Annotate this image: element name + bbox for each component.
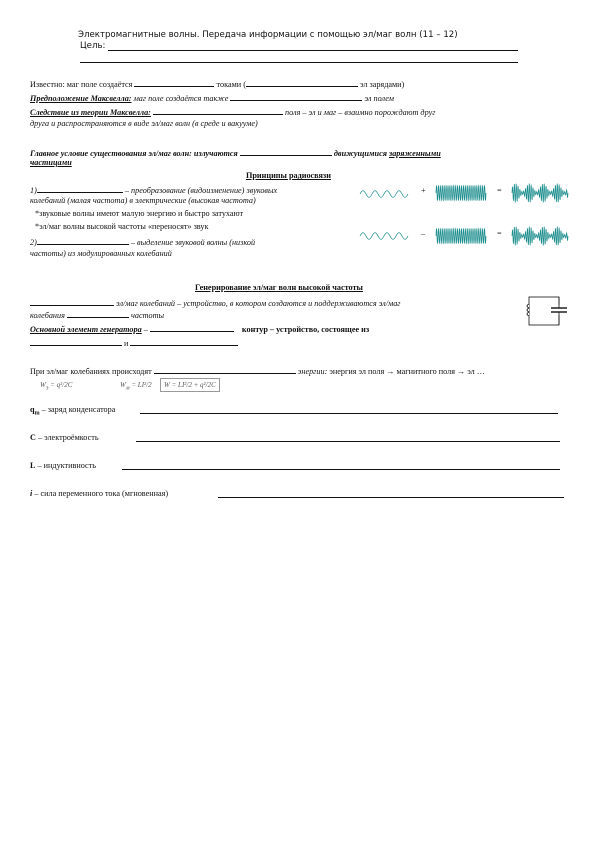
equals-sign: = — [497, 229, 502, 238]
blank-field[interactable] — [134, 78, 214, 87]
blank-field[interactable] — [246, 78, 358, 87]
radio-item-1: 1) – преобразование (видоизменение) звуковых — [30, 186, 278, 195]
def-charge: $q_m$ – заряд конденсатора — [30, 405, 116, 417]
formula-electric-energy: $W_э = q^2/2C$ — [40, 381, 73, 392]
goal-label: Цель: — [80, 41, 106, 51]
formula-total-energy: W = LI²/2 + q²/2C — [160, 378, 220, 392]
def-current-line[interactable] — [218, 497, 564, 498]
def-inductance-line[interactable] — [122, 469, 560, 470]
blank-field[interactable] — [154, 365, 296, 374]
def-charge-line[interactable] — [140, 413, 558, 414]
radio-bullet-2: *эл/маг волны высокой частоты «переносят» звук — [35, 222, 209, 231]
main-condition-cont: частицами — [30, 158, 72, 167]
maxwell-known: Известно: маг поле создаётся токами ( эл зарядами) — [30, 80, 405, 89]
wave-line — [436, 228, 486, 243]
wave-line — [512, 184, 568, 203]
generator-element: Основной элемент генератора – контур – устройство, состоящее из — [30, 325, 370, 334]
radio-item-2: 2) – выделение звуковой волны (низкой — [30, 238, 256, 247]
blank-field[interactable] — [30, 297, 114, 306]
generator-definition: эл/маг колебаний – устройство, в котором создаются и поддерживаются эл/маг — [30, 297, 520, 309]
sound-wave-icon — [360, 229, 408, 243]
formula-magnetic-energy: $W_м = LI^2/2$ — [120, 381, 152, 392]
blank-field[interactable] — [240, 147, 332, 156]
radio-item-2-cont: частоты) из модулированных колебаний — [30, 249, 172, 258]
modulated-wave-icon — [512, 225, 568, 247]
equals-sign: = — [497, 186, 502, 195]
lc-circuit-icon — [527, 294, 571, 328]
plus-sign: + — [421, 186, 426, 195]
blank-field[interactable] — [150, 323, 234, 332]
maxwell-consequence: Следствие из теории Максвелла: поля – эл и маг – взаимно порождают друг — [30, 108, 436, 117]
generator-element-cont: и — [30, 337, 238, 349]
blank-field[interactable] — [30, 337, 122, 346]
generator-heading: Генерирование эл/маг волн высокой частоты — [195, 283, 363, 292]
def-capacitance: C – электроёмкость — [30, 433, 99, 442]
radio-heading: Принципы радиосвязи — [246, 171, 331, 180]
blank-field[interactable] — [67, 309, 129, 318]
def-capacitance-line[interactable] — [136, 441, 560, 442]
wave-line — [360, 191, 408, 198]
sound-wave-icon — [360, 187, 408, 201]
modulated-wave-icon — [512, 182, 568, 204]
def-current: i – сила переменного тока (мгновенная) — [30, 489, 169, 498]
carrier-wave-icon — [436, 226, 486, 246]
blank-field[interactable] — [37, 236, 129, 245]
radio-bullet-1: *звуковые волны имеют малую энергию и быстро затухают — [35, 209, 244, 218]
energy-transformation: При эл/маг колебаниях происходят энергии: энергия эл поля → магнитного поля → эл … — [30, 367, 485, 376]
wave-line — [512, 227, 568, 246]
def-inductance: L – индуктивность — [30, 461, 96, 470]
minus-sign: – — [421, 229, 426, 238]
maxwell-consequence-cont: друга и распространяются в виде эл/маг волн (в среде и вакууме) — [30, 119, 258, 128]
radio-item-1-cont: колебаний (малая частота) в электрические (высокая частота) — [30, 196, 256, 205]
generator-definition-cont: колебания частоты — [30, 311, 165, 320]
blank-field[interactable] — [153, 106, 283, 115]
wave-line — [436, 185, 486, 200]
goal-line-1[interactable] — [108, 50, 518, 51]
main-condition: Главное условие существования эл/маг волн: излучаются движущимися заряженными — [30, 149, 441, 158]
blank-field[interactable] — [230, 92, 362, 101]
wave-line — [360, 233, 408, 240]
carrier-wave-icon — [436, 183, 486, 203]
blank-field[interactable] — [130, 337, 238, 346]
goal-line-2[interactable] — [80, 62, 518, 63]
maxwell-hypothesis: Предположение Максвелла: маг поле создаётся также эл полем — [30, 94, 394, 103]
page-title: Электромагнитные волны. Передача информации с помощью эл/маг волн (11 – 12) — [78, 30, 458, 40]
blank-field[interactable] — [37, 184, 123, 193]
